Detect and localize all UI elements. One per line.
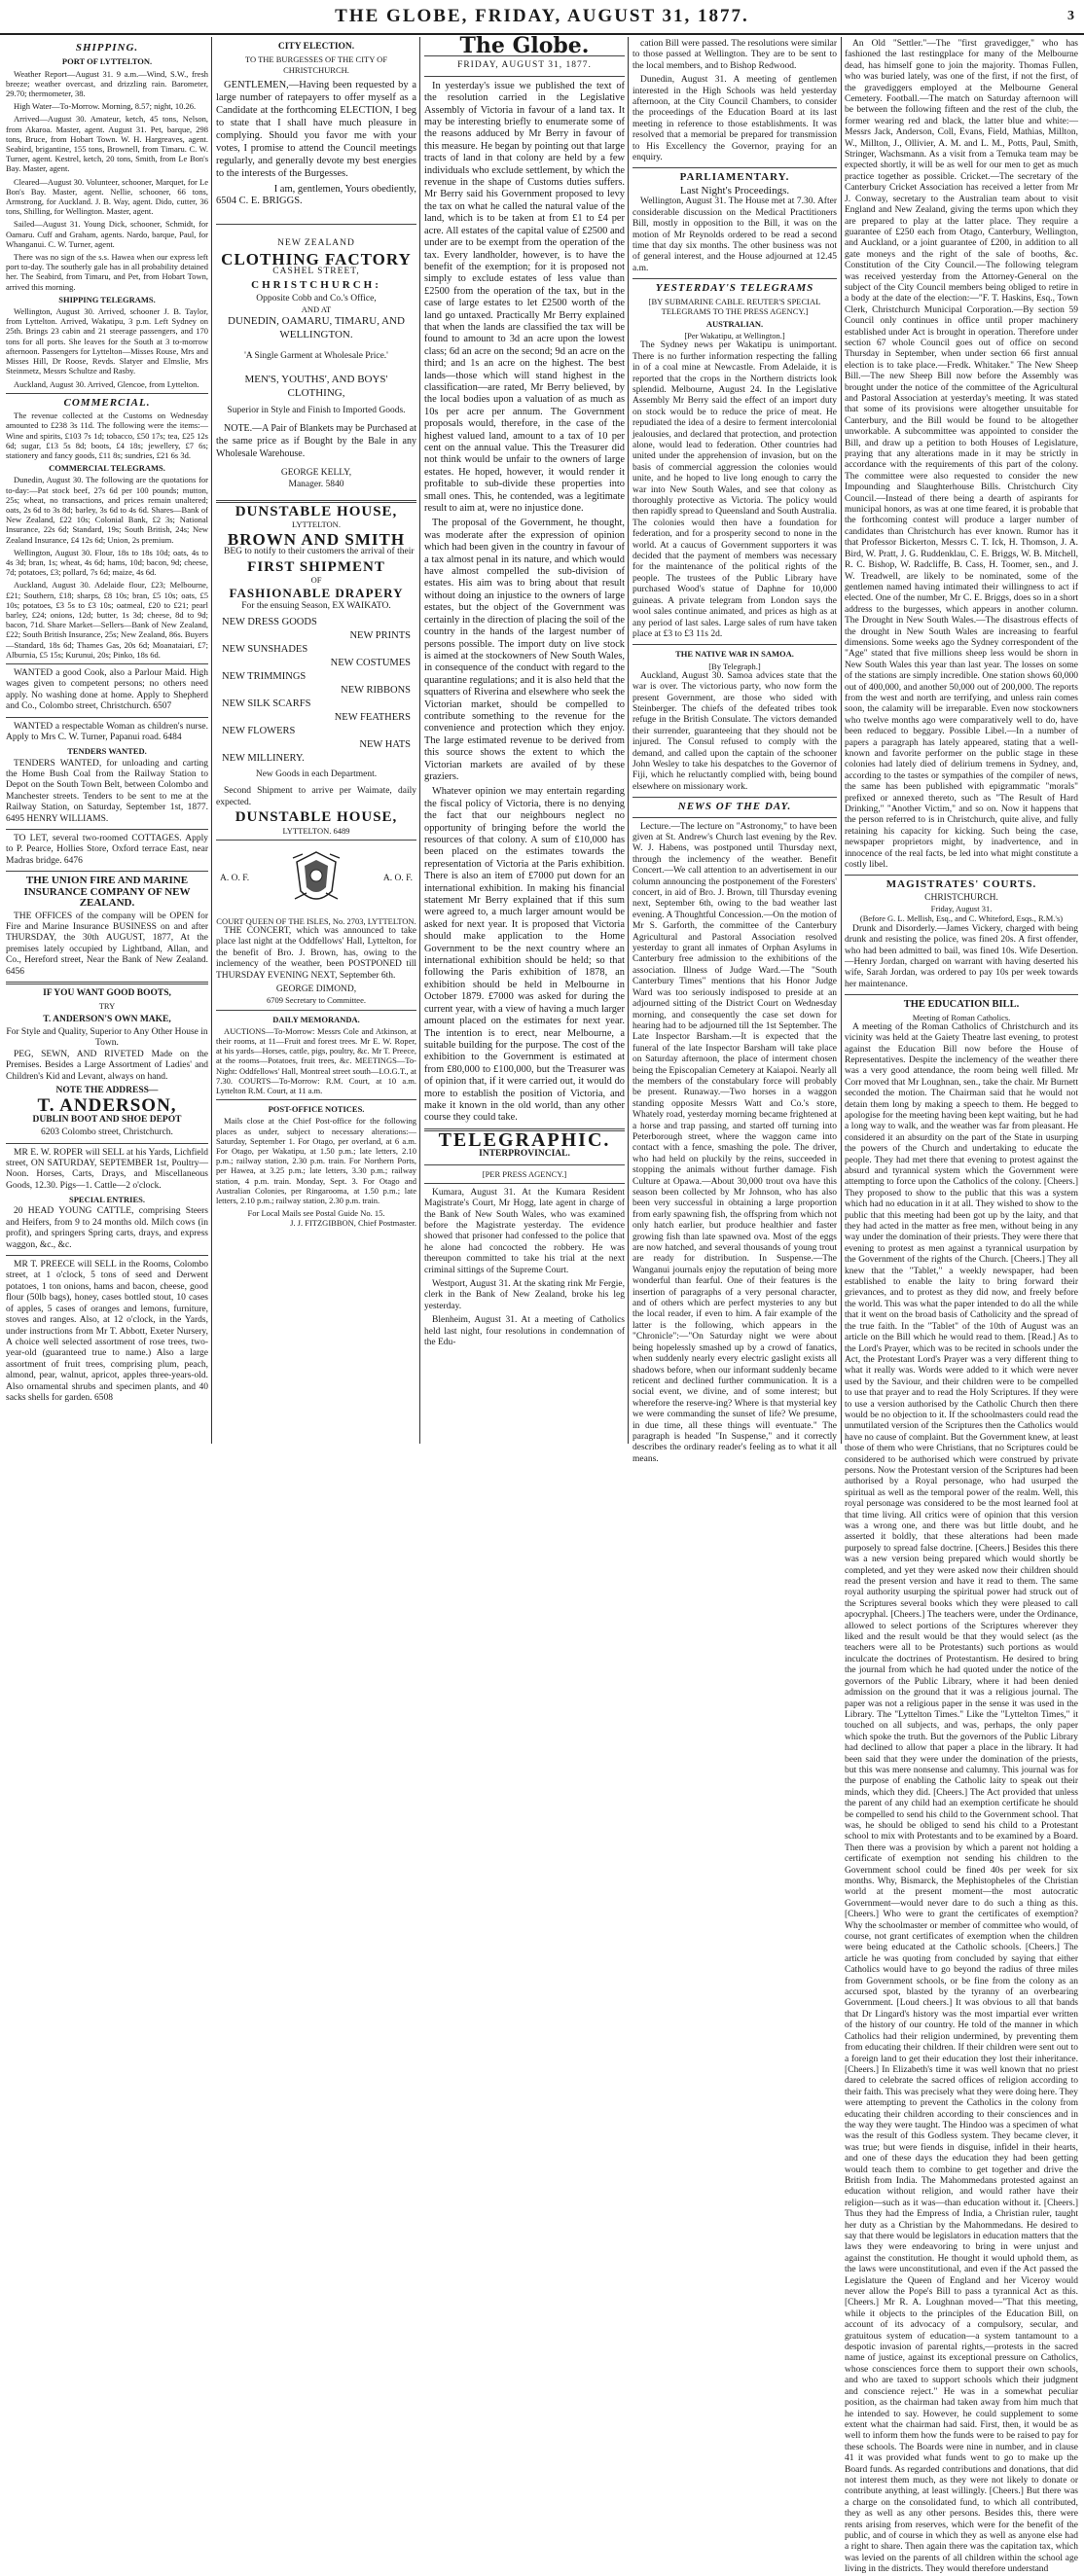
advert-tenders: TENDERS WANTED, for unloading and carting the Home Bush Coal from the Railway Station to Depot on the South Town Belt, between Colombo and Manchester streets. Tenders to be sent to me at the Railway Station, on Saturday, September 1st, 1877. 6495 HENRY WILLIAMS. — [6, 758, 208, 824]
brown-and-smith-intro: BEG to notify to their customers the arrival of their — [224, 547, 415, 557]
samoa-body: Auckland, August 30. Samoa advices state that the war is over. The victorious party, who now form the present Government, are those who sided with Steinberger. The chiefs of the defeated tribes took refuge in the British Consulate. The victors demanded their surrender, guaranteeing that they should not be injured. The Consul refused to comply with the demand, and called upon the captain of the schooner John Wesley to take his despatches to the Governor of Fiji, which he reluctantly complied with, being bound elsewhere on missionary work. — [632, 670, 837, 792]
masthead — [0, 0, 1084, 35]
second-shipment: Second Shipment to arrive per Waimate, daily expected. — [216, 786, 416, 807]
column-2 — [216, 39, 416, 1440]
daily-memoranda-body: AUCTIONS—To-Morrow: Messrs Cole and Atkinson, at their rooms, at 11—Fruit and forest trees. Mr E. W. Roper, at his yards—Horses, cattle, pigs, poultry, &c. Mr T. Preece, at the rooms—Potatoes, fruit trees, &c. MEETINGS—To-Night: Oddfellows' Hall, Montreal street south—I.O.G.T., at 7.30. COURTS—To-Morrow: R.M. Court, at 10 a.m. Lyttelton R.M. Court, at 11 a.m. — [216, 1025, 416, 1096]
market-report: Dunedin, August 30. The following are the quotations for to-day:—Pat stock beef, 27s 6d per 100 pounds; mutton, 25s; wheat, no transactions, and prices remain unaltered; oats, 2s 6d to 3s 8d; barley, 3s 6d to 4s 6d. Shares—Bank of New Zealand, £22 10s; Colonial Bank, £2 3s; National Insurance, 22s 6d; Standard, 19s; South British, 24s; New Zealand Insurance, £4 12s 6d; Union, 2s premium. — [6, 475, 208, 545]
post-office-heading: POST-OFFICE NOTICES. — [268, 1104, 365, 1115]
city-election-body: GENTLEMEN,—Having been requested by a large number of ratepayers to offer myself as a Candidate at the forthcoming ELECTION, I beg to state that I shall have much pleasure in complying. Should you favor me with your votes, I promise to attend the Council meetings regularly, and generally devote my best energies to the interests of the Burgesses. — [216, 79, 416, 179]
tenders-heading: TENDERS WANTED. — [67, 746, 147, 757]
port-heading: PORT OF LYTTELTON. — [61, 56, 153, 67]
aof-header — [220, 844, 413, 914]
column-3 — [424, 33, 625, 1440]
parliamentary-subheading: Last Night's Proceedings. — [679, 184, 790, 197]
clothing-factory-andat: AND AT — [301, 304, 332, 315]
telegram-item: Blenheim, August 31. At a meeting of Catholics held last night, four resolutions in condemnation of the Edu- — [424, 1315, 625, 1348]
first-shipment-of: OF — [310, 574, 322, 585]
globe-title: The Globe. — [459, 33, 590, 58]
union-insurance-heading: THE UNION FIRE AND MARINE INSURANCE COMPANY OF NEW ZEALAND. — [23, 875, 191, 910]
high-water: High Water—To-Morrow. Morning, 8.57; night, 10.26. — [14, 101, 197, 112]
shipping-telegram: Auckland, August 30. Arrived, Glencoe, from Lyttelton. — [14, 378, 199, 389]
commercial-heading: COMMERCIAL. — [63, 396, 151, 409]
magistrates-bench: (Before G. L. Mellish, Esq., and C. Whiteford, Esqs., R.M.'s) — [859, 913, 1064, 924]
commercial-telegrams-heading: COMMERCIAL TELEGRAMS. — [49, 463, 165, 474]
clothing-factory-range: MEN'S, YOUTHS', AND BOYS' CLOTHING, — [244, 373, 388, 399]
australian-per: [Per Wakatipu, at Wellington.] — [684, 331, 785, 341]
advert-cottages: TO LET, several two-roomed COTTAGES. Apply to P. Pearce, Hollies Store, Oxford terrace East, near Madras bridge. 6476 — [6, 834, 208, 866]
arrived-list: Arrived—August 30. Amateur, ketch, 45 tons, Nelson, from Akaroa. Master, agent. August 31. Pet, barque, 298 tons, Bruce, from Hobart Town. W. H. Hargreaves, agent. Seabird, brigantine, 155 tons, Brownell, from Timaru. C. W. Turner, agent. Kestrel, ketch, 20 tons, Smith, from Le Bon's Bay. Master, agent. — [6, 114, 208, 174]
boots-address-note: NOTE THE ADDRESS— — [55, 1085, 159, 1095]
column-rule — [628, 37, 629, 1444]
brown-and-smith: BROWN AND SMITH — [227, 529, 406, 549]
press-agency-note: [PER PRESS AGENCY.] — [482, 1168, 567, 1179]
advert-cattle: 20 HEAD YOUNG CATTLE, comprising Steers and Heifers, from 9 to 24 months old. Milch cows (in profit), and springers Spring carts, drays, and express waggon, &c., &c. — [6, 1206, 208, 1250]
drapery-list-item: NEW RIBBONS — [341, 684, 411, 696]
education-bill-subheading: Meeting of Roman Catholics. — [912, 1012, 1011, 1022]
magistrates-heading: MAGISTRATES' COURTS. — [885, 878, 1037, 891]
column-1 — [6, 39, 208, 1440]
parliamentary-heading: PARLIAMENTARY. — [679, 171, 790, 184]
aof-secretary-name: GEORGE DIMOND, — [275, 984, 357, 994]
aof-concert-notice: THE CONCERT, which was announced to take place last night at the Oddfellows' Hall, Lyttelton, for the benefit of Bro. J. Brown, has, owing to the inclemency of the weather, been POSTPONED till THURSDAY EVENING NEXT, September 6th. — [216, 925, 416, 981]
foresters-crest-icon — [287, 848, 345, 911]
magistrates-city: CHRISTCHURCH. — [924, 892, 998, 903]
column-rule — [841, 37, 842, 1444]
aof-label-left: A. O. F. — [220, 874, 250, 884]
boots-depot: DUBLIN BOOT AND SHOE DEPOT — [32, 1114, 182, 1125]
dunstable-house-heading: DUNSTABLE HOUSE, — [235, 504, 398, 520]
dunstable-house-footer-town: LYTTELTON. 6489 — [282, 825, 350, 836]
yesterdays-telegrams-heading: YESTERDAY'S TELEGRAMS — [655, 282, 814, 295]
clothing-factory-nz: NEW ZEALAND — [277, 238, 355, 249]
drapery-list-item: NEW SILK SCARFS — [222, 698, 311, 709]
clothing-factory-note: NOTE.—A Pair of Blankets may be Purchased at the same price as if Bought by the Bale in any Wholesale Warehouse. — [216, 423, 416, 460]
dunstable-house-footer: DUNSTABLE HOUSE, — [235, 809, 398, 826]
drapery-list-item: NEW PRINTS — [349, 629, 411, 641]
leader-paragraph: The proposal of the Government, he thought, was moderate after the expression of opinion which had been given in the country in favour of a tax almost penal in its nature, and which would have almost compelled the sub-division of estates. His aim was to bring about that result without doing an injustice to the owners of large estates, but the object of the Government was certainly in the direction of placing the soil of the country in the hands of the largest number of persons possible. The import duty on live stock is aimed at the stockowners of New South Wales, in consequence of the conduct with regard to the quarantine regulations; and it is also held that the squatters of Riverina and elsewhere who seek the Victorian market, should be compelled to contribute something to the revenue for the convenience and protection which they enjoy. The large estimated revenue to be derived from this source shows the extent to which the Victorian markets are availed of by these graziers. — [424, 518, 625, 782]
advert-preece-sale: MR T. PREECE will SELL in the Rooms, Colombo street, at 1 o'clock, 5 tons of seed and Derwent potatoes, 1 ton onions, hams and bacon, cheese, good flour (50lb bags), honey, cases bottled stout, 10 cases of apples, 5 cases of oranges and lemons, furniture, stoves and ranges. Also, at 12 o'clock, in the Yards, under instructions from Mr T. Abbott, Exeter Nursery, A choice well selected assortment of rose trees, two-year-old (guaranteed true to name.) Also a large assortment of fruit trees, comprising plum, peach, almond, pear, walnut, apricot, apples three-years-old. Also ornamental shrubs and specimen plants, and 40 sacks shells for garden. 6508 — [6, 1260, 208, 1403]
aof-court: COURT QUEEN OF THE ISLES, No. 2703, LYTTELTON. — [216, 915, 416, 926]
drapery-list — [222, 616, 411, 766]
advert-roper-sale: MR E. W. ROPER will SELL at his Yards, Lichfield street, ON SATURDAY, SEPTEMBER 1st, Poultry—Noon. Horses, Carts, Drays, and Miscellaneous Goods, 12.30. Pigs—1. Cattle—2 o'clock. — [6, 1147, 208, 1191]
leader-dateline: FRIDAY, AUGUST 31, 1877. — [457, 60, 592, 71]
aof-label-right: A. O. F. — [382, 874, 413, 884]
news-of-the-day-heading: NEWS OF THE DAY. — [677, 801, 792, 813]
samoa-heading: THE NATIVE WAR IN SAMOA. — [675, 649, 794, 660]
boots-maker: T. ANDERSON'S OWN MAKE, — [43, 1014, 171, 1024]
clothing-factory-title: CLOTHING FACTORY — [221, 249, 412, 268]
drapery-list-item: NEW FLOWERS — [222, 725, 296, 736]
drapery-season: For the ensuing Season, EX WAIKATO. — [241, 600, 391, 611]
post-office-guide: For Local Mails see Postal Guide No. 15. — [247, 1208, 385, 1219]
samoa-by: [By Telegraph.] — [708, 661, 761, 671]
clothing-factory-city: CHRISTCHURCH: — [251, 279, 381, 292]
shipping-note: There was no sign of the s.s. Hawea when our express left port to-day. The southerly gale has in all probability detained her. The Seabird, from Timaru, and Pet, from Hobart Town, arrived this morning. — [6, 252, 208, 292]
boots-tagline: For Style and Quality, Superior to Any Other House in Town. — [6, 1026, 208, 1049]
magistrates-date: Friday, August 31. — [930, 904, 993, 914]
city-election-heading: CITY ELECTION. — [277, 42, 355, 52]
market-report: Wellington, August 30. Flour, 18s to 18s 10d; oats, 4s to 4s 3d; bran, 1s; wheat, 4s 6d; hams, 10d; bacon, 9d; cheese, 7d; potatoes, £3; pollard, 7s 6d; maize, 4s 6d. — [6, 547, 208, 578]
education-bill-body: A meeting of the Roman Catholics of Christchurch and its vicinity was held at the Gaiety Theatre last evening, to protest against the Education Bill now before the House of Representatives. Despite the inclemency of the weather there was a very good attendance, the room being well filled. Mr Corr moved that Mr Loughnan, sen., take the chair. Mr Burnett seconded the motion. The Chairman said that he would not detain them long by making a speech to them. He begged to apologise for the meeting having been kept waiting, but he had a long way to walk, and the weather was far from pleasant. He considered it an absurdity on the part of the State in usurping the powers of the Church and undertaking to educate the people. They had met there that evening to protest against the absurd and tyrannical system which the Government were attempting to force upon the Catholics of the colony. [Cheers.] They proposed to show to the public that this was a system which had no education in it at all. They wished to show to the public that this meeting had been got up by the laity, and that they had acted in the matter as free men, without being in any way under the domination of their priests. They were there that evening to protest as men against a tyrannical usurpation by the Government of the rights of the Church. [Cheers.] They all knew that the "Tablet," a weekly newspaper, had been established to enable the laity to bring forward their grievances, and to protest as they did now, and freely before the world. This was what the paper intended to do all the while that it went on the broad basis of Catholicity and the spread of the true faith. In the "Tablet" of the 10th of August was an article on the Bill which he would read to them. [Read.] As to the Lord's Prayer, which was to be recited in schools under the Act, the Protestant Lord's Prayer was a very different thing to what it really was. Words were added to it which were never used by the Saviour, and their children were to be compelled to use that prayer and to read the Holy Scriptures. If they were to use a version authorised by the Catholic Church then there would be no objection to it. If the schoolmasters could read the unmutilated version of the Scriptures then the Catholics would have no cause of complaint. But the Government knew, at least those of them who were Christians, that no Scriptures could be considered to be authorised which were construed by private persons. Now the Protestant version of the Scriptures had been authorised by a Royal personage, who had usurped the spiritual as well as the temporal power of the realm. Well, this royal personage was considered to be the most learned fool at that time living. All critics were of opinion that this version was a wrong one, and there was but little doubt, and he asserted it boldly, that these alterations had been made purposely to spread false doctrine. [Cheers.] Besides this there was a new version being prepared which would shortly be completed, and yet they were asked now their children should read the present version and have it read to them. The same royal authority usurping the spiritual power had struck out of the Scriptures several books which they were pleased to call apocryphal. [Cheers.] The teachers were, under the Ordinance, allowed to select portions of the Scriptures wherever they liked and the result would be that they would select (as the teachers were all to be Protestants) such portions as would inculcate the doctrines of Protestantism. He desired to bring the journal from which he had quoted under the notice of the governors of the Public Library, where it had been denied admission on the ground that it was a religious journal. The paper was not a religious paper in the sense it was used in the Library. The "Lyttelton Times." Like the "Lyttelton Times," it touched on all subjects, and was, perhaps, the only paper which spoke the truth. But the governors of the Public Library had declined to allow that paper a place in the library. It had been said that they were under the domination of the priests, but this was mere nonsense and calumny. This journal was for the purpose of enabling the Catholic laity to speak out their minds, which they did. [Cheers.] The Act provided that unless the parent of any child had an exemption certificate he should be compelled to send his child to the Government school. That was, he should be obliged to send his child to a Protestant school to mix with Protestants and to be examined by a Board. Then there was a provision by which a parent not holding a certificate of exemption not sending his children to the Government school could be fined 40s per week for six months. Why, Bismarck, the Mephistopheles of the Christian world at the present moment—the most autocratic Government—would never dare to do such a thing as this. [Cheers.] Who were to grant the certificates of exemption? Why the schoolmaster or member of committee who would, of course, not grant certificates of exemption when the children were being educated at the Catholic schools. [Cheers.] The article he was quoting from concluded by saying that either Catholics would have to go beyond the radius of three miles from Government schools, or be fine from the colony as an accursed spot, blasted by the tyranny of an overbearing Government. [Loud cheers.] It was obvious to all that bands that Dr Lingard's history was the most impartial ever written of the history of our country. He told of the manner in which Catholics had their religion undermined, by preventing them from educating their children. If their children were sent out to a foreign land to get their education they lost their inheritance. [Cheers.] In Elizabeth's time it was well known that no priest dared to celebrate the sacred offices of religion according to their faith. This was precisely what they were doing here. They were attempting to prevent the Catholics in the colony from educating their children according to their consciences and in the way they were taught. The Hindoo was a specimen of what was the result of this Godless system. They became clever, it was true; but were fiends in disguise, infidel in their hearts, and one of these days the education they had been getting would teach them to combine to get together and drive the British from India. The Mahommedans protested against an education without religion, and would rather have their religion—such as it was—than education without it. [Cheers.] Thus they had the Empress of India, a Christian ruler, taught her duty as a Christian by the Mahommedans. He desired to say that there would be legislators in education matters that the laws they were endeavoring to bring in were unjust and against the constitution. He thought it would uphold them, as the laws were unconstitutional, and even if the Act passed the Legislature the Queen of England and her Viceroy would never allow the Pope's Bill to pass a tyrannical Act as this. [Cheers.] Mr R. A. Loughnan moved—"That this meeting, while it objects to the principles of the Education Bill, on account of its advocacy of a compulsory, secular, and gratuitous system of education—a system tantamount to a despotic invasion of parental rights,—protests in the sacred name of justice, against its exceptional pressure on Catholics, whose consciences force them to support their own schools, and who are taxed to support schools which their judgment and conscience reject." He was in a somewhat peculiar position, as the chairman had taken away from him much that he intended to say. However, he could supplement to some extent what the chairman had said. First, then, it would be as well to inform them how the funds were to be raised to pay for these schools. The Boards were nine in number, and in clause 41 it was provided what funds went to go to make up the Board funds. As regarded contributions and donations, that did not interest them much, as they were not likely to donate or contribute anything, at least willingly. [Cheers.] But there was a charge on the consolidated fund, to which all contributed, they as well as any other persons. Besides this, there were rents arising from reserves, which were for the benefit of the public, and of course in which they as well as anyone else had a right to share. Then again there was the capitation tax, which was levied on the parents of all children within the school age living in the districts. They would therefore understand — [845, 1021, 1078, 2575]
telegraphic-heading: TELEGRAPHIC. — [438, 1128, 611, 1151]
drapery-list-item: NEW MILLINERY. — [222, 752, 305, 764]
city-election-signoff: I am, gentlemen, Yours obediently, — [273, 183, 416, 195]
telegram-item: cation Bill were passed. The resolutions were similar to those passed at Wellington. They are to be sent to the local members, and to Bishop Redwood. — [632, 39, 837, 71]
column-5 — [845, 39, 1078, 2575]
column-4 — [632, 39, 837, 1464]
education-bill-heading: THE EDUCATION BILL. — [903, 999, 1020, 1011]
interprovincial-heading: INTERPROVINCIAL. — [479, 1149, 570, 1160]
cleared-list: Cleared—August 30. Volunteer, schooner, Marquet, for Le Bon's Bay. Master, agent. Nellie, schooner, 66 tons, Armstrong, for Auckland. J. B. Way, agent. Dido, cutter, 36 tons, Shilling, for Wellington. Master, agent. — [6, 176, 208, 217]
telegram-item: Kumara, August 31. At the Kumara Resident Magistrate's Court, Mr Hogg, late agent in charge of the Bank of New South Wales, who was examined before the Magistrate yesterday. The evidence showed that prisoner had confessed to the police that he alone had concocted the robbery. He was thereupon committed to take his trial at the next criminal sittings of the Supreme Court. — [424, 1187, 625, 1275]
clothing-factory-quality: Superior in Style and Finish to Imported Goods. — [227, 405, 406, 415]
clothing-factory-manager: Manager. 5840 — [288, 479, 344, 489]
dunstable-house-town: LYTTELTON. — [292, 519, 341, 530]
clothing-factory-branches: DUNEDIN, OAMARU, TIMARU, AND WELLINGTON. — [228, 315, 405, 341]
magistrates-body: Drunk and Disorderly.—James Vickery, charged with being drunk and resisting the police, was fined 20s. A first offender, who had been admitted to bail, was fined 10s. Wife Desertion.—Henry Jordan, charged on warrant with having deserted his wife, Sarah Jordan, was ordered to pay 10s per week towards her maintenance. — [845, 923, 1078, 989]
city-election-address: TO THE BURGESSES OF THE CITY OF CHRISTCHURCH. — [244, 54, 388, 75]
drapery-departments: New Goods in each Department. — [255, 769, 378, 779]
boots-name: T. ANDERSON, — [37, 1095, 177, 1117]
boots-heading: IF YOU WANT GOOD BOOTS, — [43, 987, 171, 998]
clothing-factory-manager-name: GEORGE KELLY, — [280, 468, 352, 479]
drapery-list-item: NEW TRIMMINGS — [222, 670, 307, 682]
boots-description: PEG, SEWN, AND RIVETED Made on the Premises. Besides a Large Assortment of Ladies' and Children's Kid and Levant, always on hand. — [6, 1049, 208, 1082]
post-office-body: Mails close at the Chief Post-office for the following places as under, subject to necessary alterations:— Saturday, September 1. For Otago, per overland, at 6 a.m. For Otago, per Wakatipu, at 1.50 p.m.; late letters, 2.10 p.m.; railway station, 2.30 p.m. train. For Northern Ports, per Hawea, at 3.25 p.m.; late letters, 3.30 p.m.; railway station, 4 p.m. train. Monday, Sept. 3. For Otago and Australian Colonies, per Ringarooma, at 1.50 p.m.; late letters, 2.10 p.m.; railway station, 2.30 p.m. train. — [216, 1116, 416, 1206]
union-insurance-body: THE OFFICES of the company will be OPEN for Fire and Marine Insurance BUSINESS on and after THURSDAY, the 30th AUGUST, 1877, At the premises lately occupied by Lightband, Allan, and Co., Hereford street, Near the Bank of New Zealand. 6456 — [6, 911, 208, 977]
leader-paragraph: Whatever opinion we may entertain regarding the fiscal policy of Victoria, there is no denying the fact that our neighbours neglect no opportunity of bringing before the world the resources of that colony. A sum of £10,000 has been placed on the estimates towards the representation of Victoria at the Paris exhibition. There is also an item of £7000 put down for an international exhibition. In making his financial statement Mr Berry explained that if this sum were agreed to, a much larger amount would be asked for next year. It is proposed that Victoria should make application to the Home Government to be the next country where an international exhibition should be held; so that following the Paris exhibition of 1878, an exhibition should be held in Melbourne in October 1879. £7000 was asked for during the current year, with a view of having a much larger amount placed on the estimates for next year. The intention is to erect, near Melbourne, a suitable building for the purpose. The cost of the exhibition to the Government is estimated at from £80,000 to £100,000, but the Treasurer was of opinion that, if it were carried out, it would do more to establish the position of Victoria, and make it known in the old world, than any other course they could take. — [424, 786, 625, 1124]
leader-paragraph: In yesterday's issue we published the text of the resolution carried in the Legislative Assembly of Victoria in favour of a land tax. It may be interesting briefly to enumerate some of the reasons adduced by Mr Berry in favour of this measure. He began by pointing out that large tracts of land in that colony are held by a few individuals who exclude settlement, by which the revenue in the shape of Customs duties suffers. Mr Berry said his Government proposed to levy the tax on what he called the natural value of the land, which is to be taken at from £1 to £4 per acre. All estates of the capital value of £2500 and under are to be exempt from the operation of the tax. Every landholder, however, is to have the benefit of the exemption; for it is proposed not simply to exclude estates of less value than £2500 from the operation of the tax, but in the case of large estates to let £2500 worth of the land go untaxed. Practically Mr Berry explained that when the lands are classified the tax will be found to amount to 3d an acre upon the lowest class; 6d an acre on the second; 9d an acre on the third; and 1s an acre on the highest. The best lands—those which will stand highest in the classification—are rated, Mr Berry believed, by the local bodies upon a valuation of as much as 10s per acre per annum. The Government proposals would, therefore, in the case of the highest valued land, amount to a tax of 10 per cent on the annual value. This the Treasurer did not think would be unfair to the owners of large estates. He hoped, however, it would render it profitable to sub-divide these properties into small ones. This, he contended, was a legitimate result to aim at, were no injustice done. — [424, 80, 625, 515]
yesterdays-telegrams-source: [BY SUBMARINE CABLE. REUTER'S SPECIAL TELEGRAMS TO THE PRESS AGENCY.] — [648, 296, 821, 316]
drapery-list-item: NEW FEATHERS — [334, 711, 411, 723]
clothing-factory-street: CASHEL STREET, — [272, 267, 360, 277]
first-shipment: FIRST SHIPMENT — [247, 558, 385, 575]
shipping-heading: SHIPPING. — [75, 42, 139, 54]
clothing-factory-slogan: 'A Single Garment at Wholesale Price.' — [244, 351, 388, 362]
boots-try: TRY — [98, 1001, 116, 1012]
sailed-list: Sailed—August 31. Young Dick, schooner, Schmidt, for Oamaru. Cuff and Graham, agents. Nardo, barque, Paul, for Whanganui. C. W. Turner, agent. — [6, 219, 208, 249]
masthead-title: THE GLOBE, FRIDAY, AUGUST 31, 1877. — [335, 6, 749, 26]
boots-street: 6203 Colombo street, Christchurch. — [41, 1127, 173, 1138]
australian-heading: AUSTRALIAN. — [705, 318, 764, 329]
telegram-item: Westport, August 31. At the skating rink Mr Fergie, clerk in the Bank of New Zealand, broke his leg yesterday. — [424, 1279, 625, 1311]
post-office-signature: J. J. FITZGIBBON, Chief Postmaster. — [290, 1218, 416, 1229]
column-rule — [211, 37, 212, 1444]
australian-body: The Sydney news per Wakatipu is unimportant. There is no further information respecting the falling in of a coal mine at Newcastle. From Adelaide, it is reported that the crops in the Northern districts look splendid. Melbourne, August 24. In the Legislative Assembly Mr Berry said the effect of an import duty on stock would be to reduce the price of meat. He repudiated the idea of a desire to ferment intercolonial jealousies, and declared that protection, and protection alone, would lead to federation. Other countries had united under the apprehension of invasion, but on the basis of commercial aggression the colonies would unite, and he hoped to live long enough to carry the war into New South Wales, and see that colony as thoroughly protective as Victoria. The policy would then rapidly spread to Queensland and South Australia. The colonies would then have a foundation for federation, and for a prosperity second to none in the world. At a caucus of Government supporters it was decided that the payment of members was necessary for the maintenance of the political rights of the people. The trustees of the Public Library have purchased Wood's statue of Daphne for 10,000 guineas. A private telegram from London says the wool sales continue animated, and prices as high as at any period of last sales. Large sales of rum have taken place at £3 to £3 11s 2d. — [632, 340, 837, 639]
advert-nurse-wanted: WANTED a respectable Woman as children's nurse. Apply to Mrs C. W. Turner, Papanui road. 6484 — [6, 721, 208, 743]
special-entries-heading: SPECIAL ENTRIES. — [69, 1195, 145, 1205]
clothing-factory-opposite: Opposite Cobb and Co.'s Office, — [256, 293, 377, 304]
market-report: Auckland, August 30. Adelaide flour, £23; Melbourne, £21; Southern, £18; sharps, £8 10s; bran, £5 10s; oats, £5 10s; potatoes, £3 5s to £3 10s; oatmeal, £20 to £21; pearl barley, £24; onions, 12d; butter, 1s 3d; cheese, 8d to 9d; bacon, 71d. Share Market—Sellers—Bank of New Zealand, £22; South British Insurance, 25s; New Zealand, 86s. Buyers—Standard, 18s 6d; Thames Gas, 20s 6d; Moanataiari, £7; Alburnia, £5 15s; Kurunui, 20s; Pinko, 18s 6d. — [6, 580, 208, 660]
local-news-body: An Old "Settler."—The "first gravedigger," who has fashioned the last restingplace for many of the Melbourne dead, has himself gone to join the majority. Thomas Fullen, who was buried lately, was one of the first, if not the first, of the gravediggers employed at the Melbourne General Cemetery. Football.—The match on Saturday afternoon will be between the following fifteen and the rest of the club, the former wearing red and black, the latter blue and white:—Messrs Jack, Anderson, Coll, Evans, Field, Mathias, Millton, W., Millton, J., Ollivier, A. M. and L. M., Potts, Paul, Smith, Stringer, Wachsmann. As a visit from a Temuka team may be expected shortly, it will be as well for our men to get as much practice together as possible. Cricket.—The secretary of the Canterbury Cricket Association has received a letter from Mr J. Conway, secretary to the Australian team about to visit England and New Zealand, giving the terms upon which they are prepared to play at the latter place. They require a guarantee of £250 each from Otago, Canterbury, Wellington, and Auckland, or a joint guarantee of £200, in addition to all gate moneys and the right of the sale of booths, &c. Constitution of the City Council.—The following telegram was received yesterday from the Attorney-General on the subject of the City Council members being obliged to retire in a body at the date of the election:—"F. T. Haskins, Esq., Town Clerk, Christchurch Municipal Corporation.—By section 59 Council only continues in office until proper machinery established under Act is brought in operation. Therefore under section 67 whole Council goes out of office on second Thursday in September, when under section 66 first annual election is to take place.—Fredk. Whitaker." The New Sheep Bill.—The new Sheep Bill now before the Assembly was brought under the notice of the committee of the Agricultural and Pastoral Association at yesterday's meeting. It was stated that some of its provisions were altogether unsuitable for Canterbury, and the Bill would be found to be altogether unworkable. A subcommittee was appointed to consider the Bill, and draw up a petition to both Houses of Legislature, praying that any alterations made in it may be strictly in accordance with the requirements of this part of the colony. The committee were also requested to consider the new Impounding and Slaughterhouse Bills. Christchurch City Council.—Instead of there being a dearth of aspirants for municipal honors, as was at one time feared, it is probable that the forthcoming contest will produce a larger number of candidates than Christchurch has ever known. Rumor has it that Professor Bickerton, Messrs C. T. Ick, H. Thomson, J. A. Bird, W. Pratt, J. G. Ruddenklau, C. E. Briggs, W. B. Mitchell, R. C. Bishop, W. Radcliffe, B. Cass, H. Toomer, sen., and J. W. Treadwell, are likely to be nominated, some of the gentlemen named having intimated their willingness to act if elected. One of the number, Mr C. E. Briggs, does so in a short address to the burgesses, which appears in another column. The Drought in New South Wales.—The disastrous effects of the drought in New South Wales are increasing to fearful dimensions. Some weeks ago the Sydney correspondent of the "Age" stated that five millions sheep less would be shorn in New South Wales this year than last year. The losses on some of the stations are simply incredible. One station shows 60,000 out of 400,000, and another 50,000 out of 200,000. The reports from the west and north are terrifying, and unless rain comes soon, the calamity will be irreparable. Even now stockowners who twelve months ago were comparatively well to do, have been reduced to beggary. Possible Libel.—In a number of papers a paragraph has lately appeared, stating that a well-known and favorite performer on the public stage in these colonies had lately died of delirium tremens in Sydney, and, according to the tastes or sympathies of the compiler of news, the same has been published with epigrammatic "morals" prefixed or annexed thereto, such as "The Result of Hard Drinking," "Another Victim," and so on. Now it happens that the person referred to is in Christchurch, quite alive, and fully retaining his capacity for kicking. Such being the case, newspaper proprietors might, by inadvertence, and in innocence of the real facts, be led into what might constitute a costly libel. — [845, 39, 1078, 871]
fashionable-drapery: FASHIONABLE DRAPERY — [229, 586, 404, 601]
daily-memoranda-heading: DAILY MEMORANDA. — [272, 1014, 360, 1024]
drapery-list-item: NEW DRESS GOODS — [222, 616, 317, 627]
drapery-list-item: NEW COSTUMES — [330, 657, 411, 668]
news-of-the-day-body: Lecture.—The lecture on "Astronomy," to have been given at St. Andrew's Church last evening by the Rev. W. J. Habens, was postponed until Thursday next, through the inclemency of the weather. Benefit Concert.—We call attention to an advertisement in our column announcing the postponement of the Foresters' concert, in aid of Bro. J. Brown, till Thursday evening next, September 6th, owing to the bad weather last evening. A Thoughtful Concession.—On the motion of Mr S. Garforth, the committee of the Canterbury Agricultural and Pastoral Association resolved yesterday to grant all inmates of Orphan Asylums in Canterbury free admission to the exhibitions of the association. Illness of Judge Ward.—The "South Canterbury Times" mentions that his Honor Judge Ward was too seriously indisposed to preside at an adjourned sitting of the District Court on Wednesday morning, and consequently the case set down for hearing had to be adjourned till the 1st September. The Late Inspector Barsham.—It is expected that the funeral of the late Inspector Barsham will take place on Saturday afternoon, the place of interment chosen being the Episcopalian Cemetery at Kaiapoi. Nearly all the members of the constabulary force will probably be present. Runaway.—Two horses in a waggon standing opposite Messrs Watt and Co.'s store, Whately road, yesterday morning became frightened at a horse and trap passing, and started off turning into Peterborough street, where the waggon came into contact with a fence, smashing the pole. The driver, who had held on pluckily by the reins, succeeded in stopping the animals without further damage. Fish Culture at Opawa.—About 30,000 trout ova have this season been collected by Mr Johnson, who has also been very successful in obtaining a large proportion from early spawning fish, the offspring from which not only hatch earlier, but produce healthier and faster growing fish than late spawned ova. Most of the eggs are now hatched, and several thousands of young trout are ready for distribution. In Suspense.—The Wanganui journals enjoy the reputation of being more wonderful than fearful. One of their features is the insertion of paragraphs of a very personal character, and of others which are perfect mysteries to any but the local reader, if even to him. A fair example of the latter is the following, which appears in the "Chronicle":—"On Saturday night we were about being hopelessly smashed up by a crowd of fanatics, when suddenly nearly every electric gaslight exists all shadows before, when our informant suddenly became reticent and declined further communication. It is a social event, we divine, and of some interest; but wherefore the reserve-ing? Where is that mysterial key we were commanding the sunset of life? We presume, in due time, all these things will eventuate." The paragraph is headed "In Suspense," and it correctly describes the ordinary reader's feeling as to what it all means. — [632, 821, 837, 1464]
customs-revenue: The revenue collected at the Customs on Wednesday amounted to £238 3s 11d. The following were the items:—Wine and spirits, £103 7s 1d; tobacco, £50 17s; tea, £25 12s 6d; sugar, £13 5s 8d; boots, £4 18s; jewellery, £7 6s; stationery and fancy goods, £11 8s; sundries, £21 6s 3d. — [6, 411, 208, 460]
page-number: 3 — [1067, 9, 1074, 23]
telegram-item: Dunedin, August 31. A meeting of gentlemen interested in the High Schools was held yesterday afternoon, at the City Council Chambers, to consider the proceedings of the Education Board at its last meeting in reference to those establishments. It was resolved that a memorial be prepared for transmission to His Excellency the Governor, praying for an enquiry. — [632, 75, 837, 163]
aof-secretary: 6709 Secretary to Committee. — [267, 995, 366, 1006]
shipping-telegrams-heading: SHIPPING TELEGRAMS. — [58, 294, 156, 304]
city-election-name: 6504 C. E. BRIGGS. — [216, 195, 303, 206]
column-rule — [419, 37, 420, 1444]
drapery-list-item: NEW SUNSHADES — [222, 643, 308, 655]
weather-report: Weather Report—August 31. 9 a.m.—Wind, S.W., fresh breeze; weather overcast, and drizzling rain. Barometer, 29.70; thermometer, 38. — [6, 68, 208, 99]
parliamentary-body: Wellington, August 31. The House met at 7.30. After considerable discussion on the Medical Practitioners Bill, mostly in opposition to the Bill, it was on the motion of Mr Reynolds ordered to be read a second time that day six months. The other business was not of general interest, and the House adjourned at 12.45 a.m. — [632, 197, 837, 273]
drapery-list-item: NEW HATS — [359, 738, 411, 750]
city-election-signature — [216, 196, 416, 206]
advert-cook-wanted: WANTED a good Cook, also a Parlour Maid. High wages given to competent persons; no others need apply. No washing done at home. Apply to Shepherd and Co., Colombo street, Christchurch. 6507 — [6, 667, 208, 712]
shipping-telegram: Wellington, August 30. Arrived, schooner J. B. Taylor, from Lyttelton. Arrived, Wakatipu, 3 p.m. Left Sydney on 25th. Brings 23 cabin and 21 steerage passengers, and 170 tons for all ports. She leaves for the South at 3 to-morrow afternoon. Passengers for Lyttelton—Misses Rouse, Mrs and Misses Hill, Dr Roose, Revds. Slatyer and Elmslie, Mrs Steinmetz, Messrs Schultze and Rasby. — [6, 306, 208, 376]
